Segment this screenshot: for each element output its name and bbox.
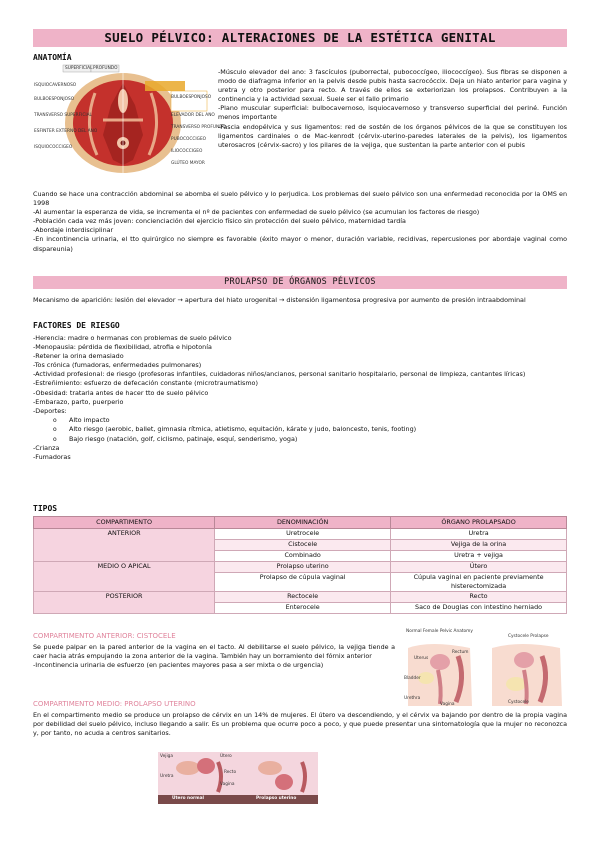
- table-row: [34, 592, 567, 603]
- table-cell: Uretrocele: [215, 529, 391, 540]
- label-rectum: Rectum: [452, 650, 469, 655]
- cystocele-figure: [400, 628, 567, 710]
- table-cell: Saco de Douglas con intestino herniado: [391, 603, 567, 614]
- list-item: -Estreñimiento: esfuerzo de defecación constante (microtraumatismo): [33, 379, 258, 388]
- label-left-2: BULBOESPONJOSO: [34, 97, 75, 102]
- label-utero: Útero: [220, 754, 232, 759]
- intro-paragraph: -Población cada vez más joven: concienciación del ejercicio físico sin protección del suelo pélvico, maternidad tardía: [33, 217, 406, 226]
- label-right-3: TRANSVERSO PROFUNDO: [171, 125, 226, 130]
- pelvic-floor-anatomy-figure: [33, 65, 226, 173]
- cistocele-heading: COMPARTIMENTO ANTERIOR: CISTOCELE: [33, 632, 176, 640]
- label-vejiga: Vejiga: [160, 754, 173, 759]
- label-uretra: Uretra: [160, 774, 174, 779]
- cistocele-text: [33, 643, 395, 670]
- table-cell: Uretra: [391, 529, 567, 540]
- anatomy-paragraph: -Músculo elevador del ano: 3 fascículos (puborrectal, pubococcígeo, iliococcígeo). Sus fibras se disponen a modo de diafragma inferior en la pelvis desde pubis hasta sacrocóccix. Deja un hiato anterior para vagina y uretra y otro posterior para recto. A través de ellos se exteriorizan los prolapsos. Contribuyen a la continencia y la actividad sexual. Suele ser el fallo primario: [218, 68, 567, 104]
- column-header: COMPARTIMENTO: [34, 517, 215, 529]
- list-item: o Alto impacto: [53, 416, 567, 426]
- cystocele-illustration: [400, 628, 567, 710]
- cistocele-paragraph: -Incontinencia urinaria de esfuerzo (en pacientes mayores pasa a ser mixta o de urgencia): [33, 661, 324, 670]
- label-normal-anatomy: Normal Female Pelvic Anatomy: [406, 629, 473, 634]
- label-right-5: ILIOCOCCIGEO: [171, 149, 203, 154]
- table-cell: Prolapso uterino: [215, 562, 391, 573]
- risk-factors-heading: FACTORES DE RIESGO: [33, 321, 120, 330]
- table-cell: Enterocele: [215, 603, 391, 614]
- table-cell: Vejiga de la orina: [391, 540, 567, 551]
- compartment-cell: ANTERIOR: [34, 529, 215, 562]
- list-item: -Fumadoras: [33, 453, 71, 462]
- table-row: [34, 562, 567, 573]
- label-profundo: PROFUNDO: [93, 66, 118, 71]
- compartment-cell: MEDIO O APICAL: [34, 562, 215, 592]
- sports-sublist: [33, 416, 567, 445]
- caption-prolapso-uterino: Prolapso uterino: [256, 796, 297, 801]
- table-cell: Útero: [391, 562, 567, 573]
- label-vagina-es: Vagina: [220, 782, 235, 787]
- table-cell: Cistocele: [215, 540, 391, 551]
- table-cell: Combinado: [215, 551, 391, 562]
- label-vagina: Vagina: [440, 702, 455, 707]
- anatomy-heading: ANATOMÍA: [33, 53, 72, 62]
- anatomy-text: [218, 68, 567, 150]
- intro-paragraph: -En incontinencia urinaria, el tto quirúrgico no siempre es favorable (éxito mayor o menor, duración variable, recidivas, repercusiones por abordaje vaginal como dispareunia): [33, 235, 567, 253]
- prolapso-banner: PROLAPSO DE ÓRGANOS PÉLVICOS: [33, 276, 567, 289]
- prolapse-types-table: [33, 516, 567, 614]
- list-item: o Alto riesgo (aerobic, ballet, gimnasia rítmica, atletismo, equitación, kárate y judo, baloncesto, tenis, footing): [53, 425, 567, 435]
- uterino-heading: COMPARTIMENTO MEDIO: PROLAPSO UTERINO: [33, 700, 196, 708]
- list-item: o Bajo riesgo (natación, golf, ciclismo, patinaje, esquí, senderismo, yoga): [53, 435, 567, 445]
- intro-paragraph: -Abordaje interdisciplinar: [33, 226, 114, 235]
- intro-paragraph: Cuando se hace una contracción abdominal se abomba el suelo pélvico y lo perjudica. Los problemas del suelo pélvico son una enfermedad reconocida por la OMS en 1998: [33, 190, 567, 208]
- table-cell: Rectocele: [215, 592, 391, 603]
- list-item: -Obesidad: tratarla antes de hacer tto de suelo pélvico: [33, 388, 209, 397]
- label-uterus: Uterus: [414, 656, 429, 661]
- label-bladder: Bladder: [404, 676, 421, 681]
- label-cystocele: Cystocele: [508, 700, 529, 705]
- label-cystocele-prolapse: Cystocele Prolapse: [508, 634, 549, 639]
- list-item: -Actividad profesional: de riesgo (profesoras infantiles, cuidadoras niños/ancianos, personal sanitario hospitalario, personal de limpieza, cantantes líricas): [33, 370, 526, 379]
- label-left-3: TRANSVERSO SUPERFICIAL: [34, 113, 92, 118]
- label-left-5: ISQUIOCOCCIGEO: [34, 145, 73, 150]
- page-title: SUELO PÉLVICO: ALTERACIONES DE LA ESTÉTICA GENITAL: [33, 29, 567, 47]
- label-right-4: PUBOCOCCIGEO: [171, 137, 207, 142]
- compartment-cell: POSTERIOR: [34, 592, 215, 614]
- label-left-4: ESFINTER EXTERNO DEL ANO: [34, 129, 98, 134]
- caption-utero-normal: Útero normal: [172, 796, 205, 801]
- list-item: -Tos crónica (fumadoras, enfermedades pulmonares): [33, 361, 202, 370]
- cistocele-paragraph: Se puede palpar en la pared anterior de la vagina en el tacto. Al debilitarse el suelo pélvico, la vejiga tiende a caer hacia atrás empujando la zona anterior de la vagina. También hay un borramiento del fórnix anterior: [33, 643, 395, 661]
- label-right-6: GLÚTEO MAYOR: [171, 161, 205, 166]
- risk-factors-list: [33, 334, 567, 463]
- column-header: DENOMINACIÓN: [215, 517, 391, 529]
- label-left-1: ISQUIOCAVERNOSO: [34, 83, 77, 88]
- list-item: -Crianza: [33, 444, 60, 453]
- table-cell: Cúpula vaginal en paciente previamente histerectomizada: [391, 573, 567, 592]
- label-right-1: BULBOESPONJOSO: [171, 95, 212, 100]
- uterine-prolapse-figure: [158, 752, 318, 804]
- tipos-heading: TIPOS: [33, 504, 58, 513]
- mechanism-text: Mecanismo de aparición: lesión del elevador → apertura del hiato urogenital → distensión ligamentosa progresiva por aumento de presión intraabdominal: [33, 296, 526, 304]
- label-urethra: Urethra: [404, 696, 421, 701]
- column-header: ÓRGANO PROLAPSADO: [391, 517, 567, 529]
- table-row: [34, 529, 567, 540]
- list-item: -Menopausia: pérdida de flexibilidad, atrofia e hipotonía: [33, 343, 212, 352]
- table-cell: Uretra + vejiga: [391, 551, 567, 562]
- table-cell: Prolapso de cúpula vaginal: [215, 573, 391, 592]
- label-superficial: SUPERFICIAL: [65, 66, 93, 71]
- list-item: -Deportes:: [33, 406, 67, 415]
- list-item: -Retener la orina demasiado: [33, 352, 124, 361]
- list-item: -Herencia: madre o hermanas con problemas de suelo pélvico: [33, 334, 232, 342]
- uterino-text: En el compartimento medio se produce un prolapso de cérvix en un 14% de mujeres. El útero va descendiendo, y el cérvix va bajando por dentro de la propia vagina por debilidad del suelo pélvico, incluso llegando a salir. Es un problema que ocurre poco a poco, y que puede presentar una sintomatología que la mujer no reconozca y, por tanto, no acuda a centros sanitarios.: [33, 711, 567, 738]
- label-right-2: ELEVADOR DEL ANO: [171, 113, 215, 118]
- intro-paragraph: -Al aumentar la esperanza de vida, se incrementa el nº de pacientes con enfermedad de suelo pélvico (se acumulan los factores de riesgo): [33, 208, 480, 217]
- list-item: -Embarazo, parto, puerperio: [33, 397, 124, 406]
- table-cell: Recto: [391, 592, 567, 603]
- anatomy-paragraph: -Plano muscular superficial: bulbocavernoso, isquiocavernoso y transverso superficial del periné. Función menos importante: [218, 104, 567, 122]
- anatomy-paragraph: -Fascia endopélvica y sus ligamentos: red de sostén de los órganos pélvicos de la que se constituyen los ligamentos cardinales o de Mac-kenrodt (cérvix-uterino-paredes laterales de la pelvis), los ligamentos uterosacros (cérvix-sacro) y los pilares de la vejiga, que sustentan la parte anterior con el pubis: [218, 122, 567, 149]
- label-recto: Recto: [224, 770, 237, 775]
- intro-text: [33, 190, 567, 254]
